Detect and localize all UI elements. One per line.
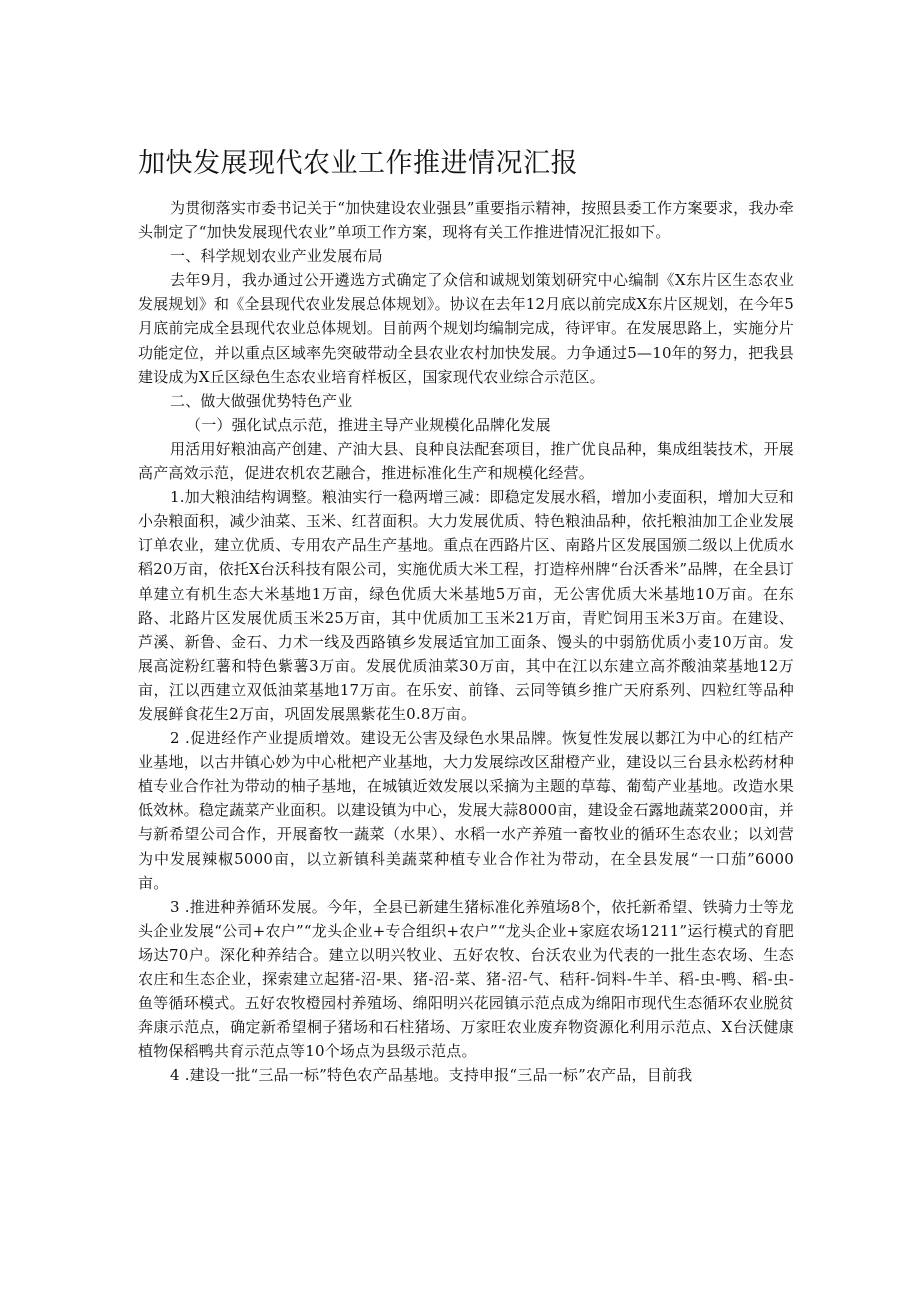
paragraph-item-4: 4 .建设一批“三品一标”特色农产品基地。支持申报“三品一标”农产品，目前我 [170,1066,693,1085]
subsection-heading-1: （一）强化试点示范，推进主导产业规模化品牌化发展 [186,415,551,434]
paragraph-intro: 为贯彻落实市委书记关于“加快建设农业强县”重要指示精神，按照县委工作方案要求，我办牵头制定了“加快发展现代农业”单项工作方案，现将有关工作推进情况汇报如下。 [138,199,794,242]
paragraph-demo: 用活用好粮油高产创建、产油大县、良种良法配套项目，推广优良品种，集成组装技术，开展高产高效示范，促进农机农艺融合，推进标准化生产和规模化经营。 [138,439,794,483]
paragraph-item-1: 1.加大粮油结构调整。粮油实行一稳两增三减：即稳定发展水稻，增加小麦面积，增加大豆和小杂粮面积，减少油菜、玉米、红苕面积。大力发展优质、特色粮油品种，依托粮油加工企业发展订单农业，建立优质、专用农产品生产基地。重点在西路片区、南路片区发展国颁二级以上优质水稻20万亩，依托X台沃科技有限公司，实施优质大米工程，打造梓州牌“台沃香米”品牌，在全县订单建立有机生态大米基地1万亩，绿色优质大米基地5万亩，无公害优质大米基地10万亩。在东路、北路片区发展优质玉米25万亩，其中优质加工玉米21万亩，青贮饲用玉米3万亩。在建设、芦溪、新鲁、金石、力术一线及西路镇乡发展适宜加工面条、馒头的中弱筋优质小麦10万亩。发展高淀粉红薯和特色紫薯3万亩。发展优质油菜30万亩，其中在江以东建立高芥酸油菜基地12万亩，江以西建立双低油菜基地17万亩。在乐安、前锋、云同等镇乡推广天府系列、四粒红等品种发展鲜食花生2万亩，巩固发展黑紫花生0.8万亩。 [138,488,794,723]
section-heading-1: 一、科学规划农业产业发展布局 [170,247,383,266]
document-body [138,196,794,1087]
paragraph-item-3: 3 .推进种养循环发展。今年，全县已新建生猪标准化养殖场8个，依托新希望、铁骑力士等龙头企业发展“公司+农户”“龙头企业+专合组织+农户”“龙头企业+家庭农场1211”运行模式的育肥场达70户。深化种养结合。建立以明兴牧业、五好农牧、台沃农业为代表的一批生态农场、生态农庄和生态企业，探索建立起猪-沼-果、猪-沼-菜、猪-沼-气、秸秆-饲料-牛羊、稻-虫-鸭、稻-虫-鱼等循环模式。五好农牧橙园村养殖场、绵阳明兴花园镇示范点成为绵阳市现代生态循环农业脱贫奔康示范点，确定新希望桐子猪场和石柱猪场、万家旺农业废弃物资源化利用示范点、X台沃健康植物保稻鸭共育示范点等10个场点为县级示范点。 [138,897,794,1061]
document-title: 加快发展现代农业工作推进情况汇报 [138,148,578,179]
section-heading-2: 二、做大做强优势特色产业 [170,391,353,410]
paragraph-planning: 去年9月，我办通过公开遴选方式确定了众信和诚规划策划研究中心编制《X东片区生态农业发展规划》和《全县现代农业发展总体规划》。协议在去年12月底以前完成X东片区规划，在今年5月底前完成全县现代农业总体规划。目前两个规划均编制完成，待评审。在发展思路上，实施分片功能定位，并以重点区域率先突破带动全县农业农村加快发展。力争通过5—10年的努力，把我县建设成为X丘区绿色生态农业培育样板区，国家现代农业综合示范区。 [138,271,794,386]
paragraph-item-2: 2 .促进经作产业提质增效。建设无公害及绿色水果品牌。恢复性发展以郪江为中心的红桔产业基地，以古井镇心妙为中心枇杷产业基地，大力发展综改区甜橙产业，建设以三台县永松药材种植专业合作社为带动的柚子基地，在城镇近效发展以采摘为主题的草莓、葡萄产业基地。改造水果低效林。稳定蔬菜产业面积。以建设镇为中心，发展大蒜8000亩，建设金石露地蔬菜2000亩，并与新希望公司合作，开展畜牧一蔬菜（水果）、水稻一水产养殖一畜牧业的循环生态农业；以刘营为中发展辣椒5000亩，以立新镇科美蔬菜种植专业合作社为带动，在全县发展“一口茄”6000亩。 [138,729,794,892]
